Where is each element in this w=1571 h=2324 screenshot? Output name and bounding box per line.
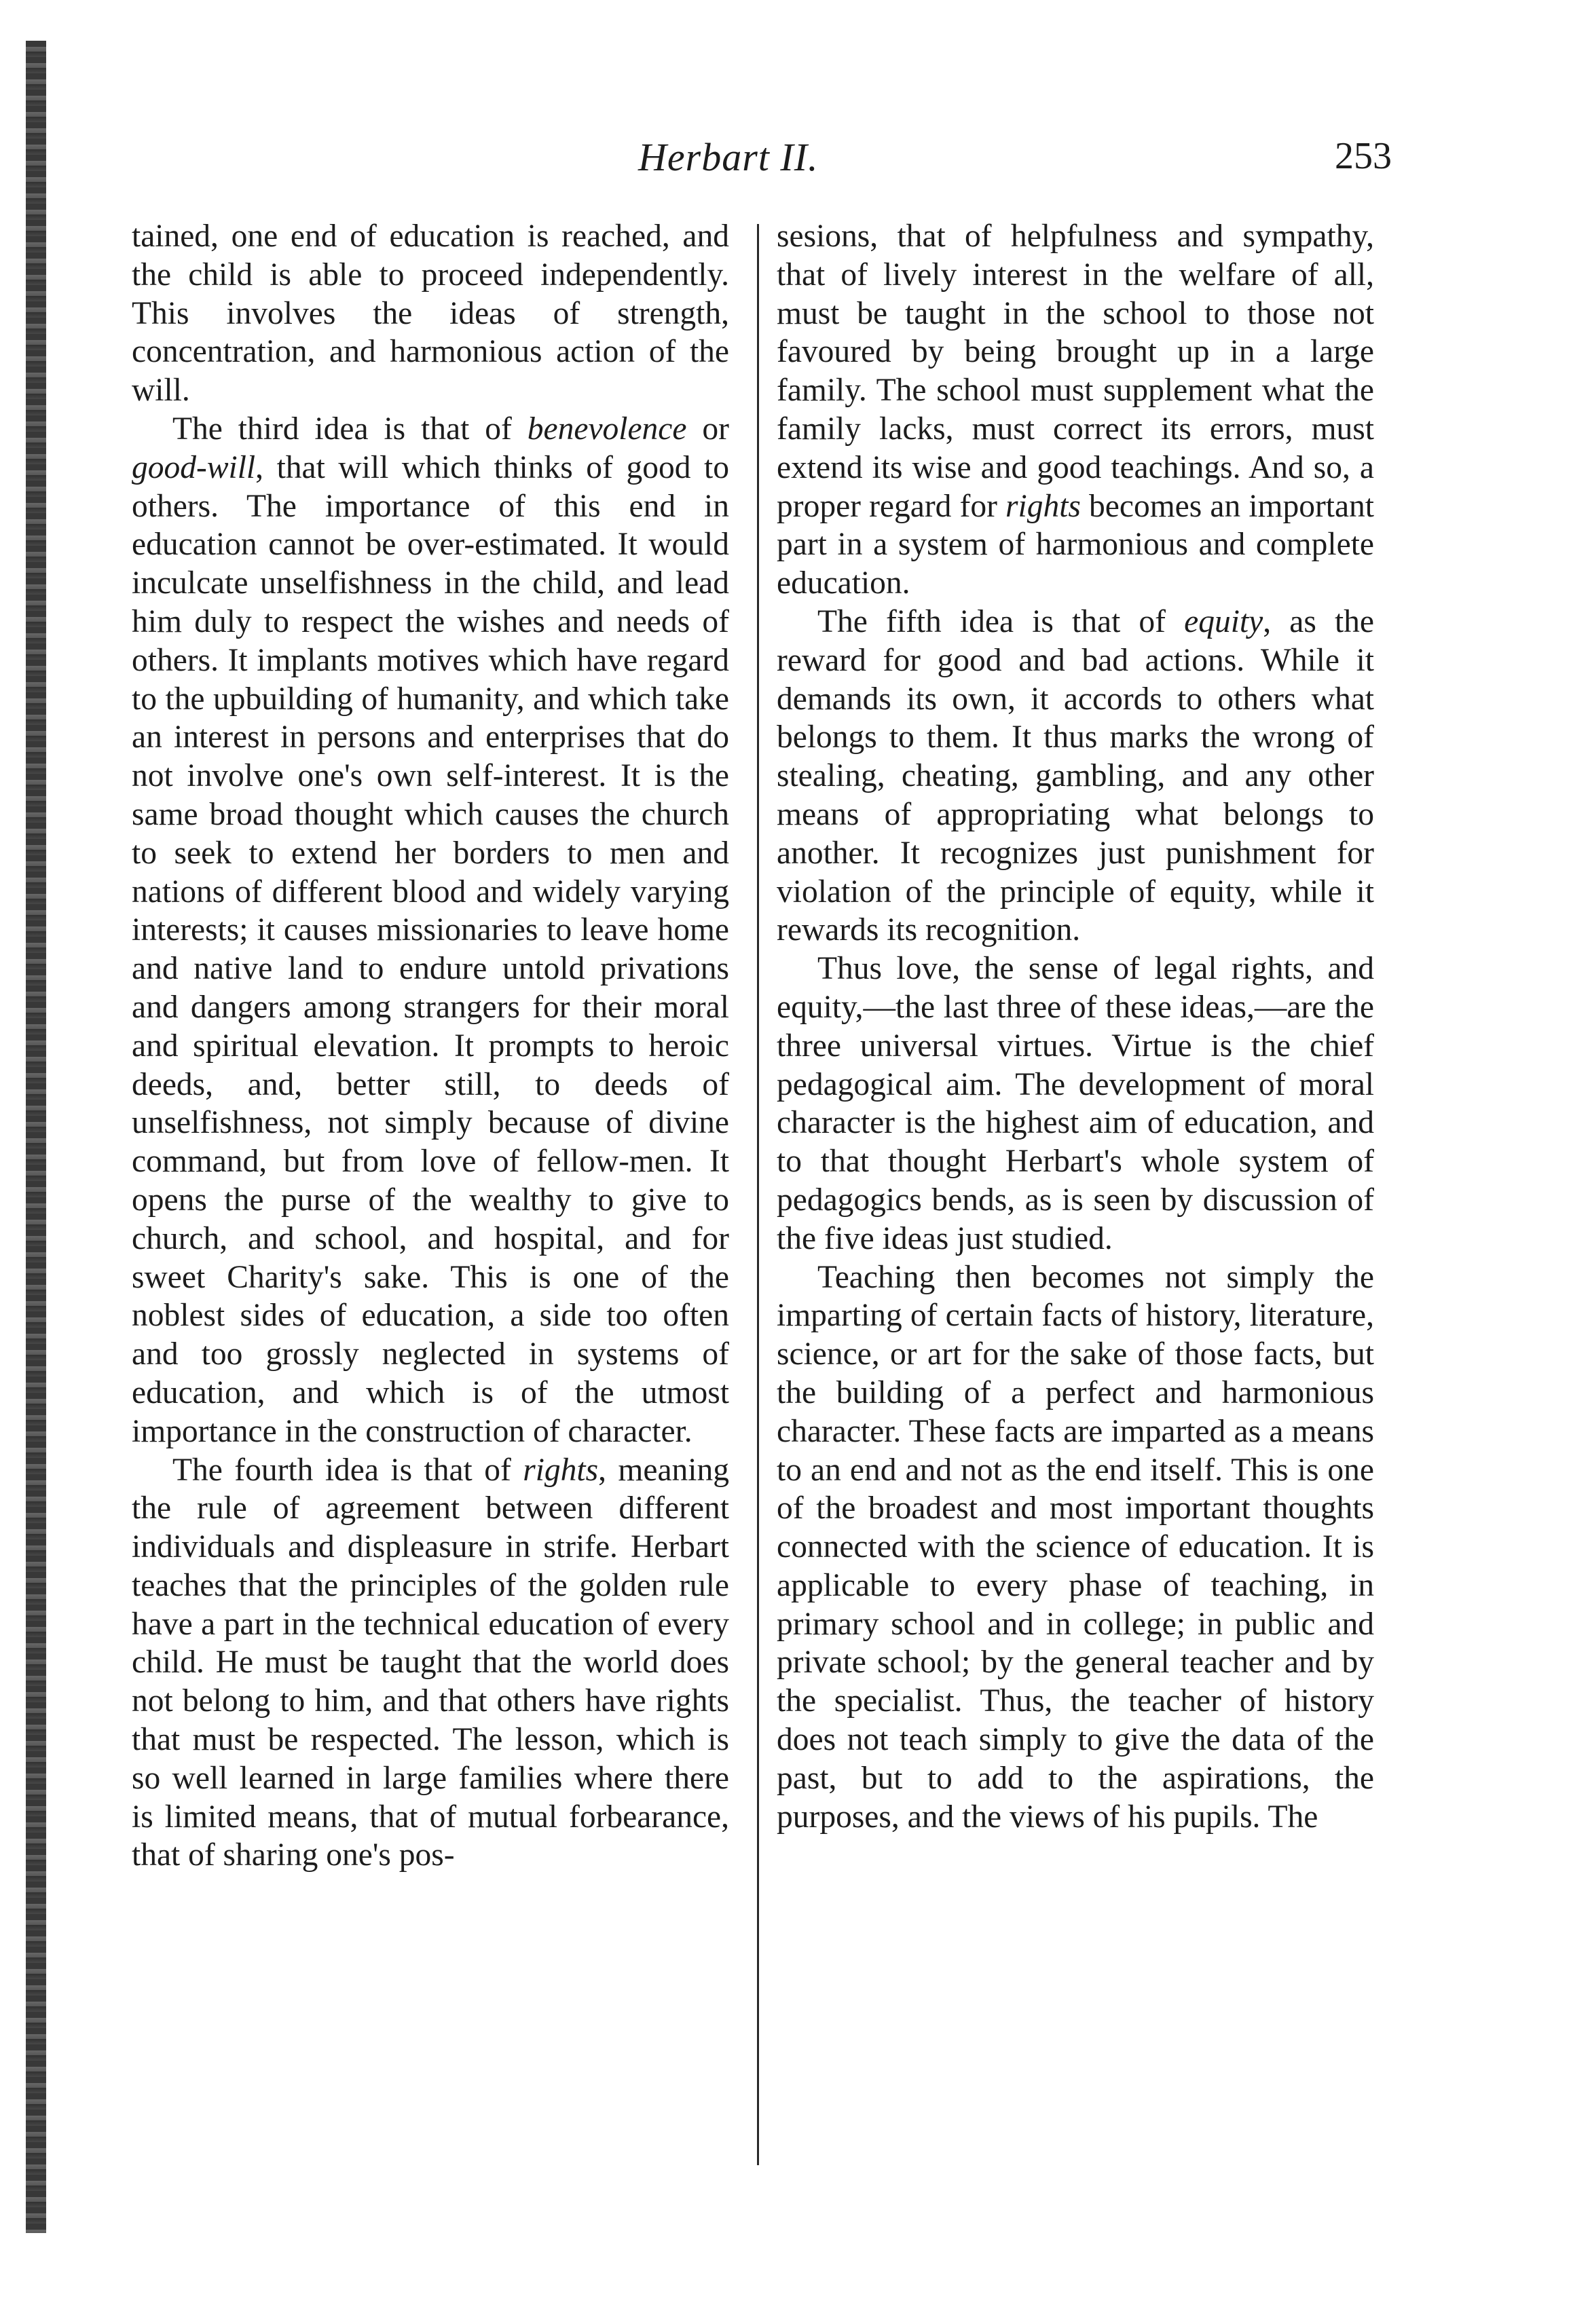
italic-term: equity — [1184, 603, 1263, 639]
paragraph — [132, 1451, 729, 1875]
right-text-column — [777, 217, 1374, 1836]
running-head-title: Herbart II. — [638, 135, 819, 179]
text-run: The third idea is that of — [172, 411, 528, 447]
page-binding-edge — [26, 41, 46, 2233]
text-run: , as the reward for good and bad actions. While it demands its own, it accords to others what belongs to them. It thus marks the wrong of stealing, cheating, gambling, and any other means of appropriating what belongs to another. It recognizes just punishment for violation of the principle of equity, while it rewards its recognition. — [777, 603, 1374, 948]
paragraph — [777, 1258, 1374, 1837]
text-run: , meaning the rule of agreement between different individuals and displeasure in strife. Herbart teaches that the principles of the golden rule have a part in the technical education of every child. He must be taught that the world does not belong to him, and that others have rights that must be respected. The lesson, which is so well learned in large families where there is limited means, that of mutual forbearance, that of sharing one's pos- — [132, 1452, 729, 1873]
text-run: , that will which thinks of good to others. The importance of this end in education cannot be over-estimated. It would inculcate unselfishness in the child, and lead him duly to respect the wishes and needs of others. It implants motives which have regard to the upbuilding of humanity, and which take an interest in persons and enterprises that do not involve one's own self-interest. It is the same broad thought which causes the church to seek to extend her borders to men and nations of different blood and widely varying interests; it causes missionaries to leave home and native land to endure untold privations and dangers among strangers for their moral and spiritual elevation. It prompts to heroic deeds, and, better still, to deeds of unselfishness, not simply because of divine command, but from love of fellow-men. It opens the purse of the wealthy to give to church, and school, and hospital, and for sweet Charity's sake. This is one of the noblest sides of education, a side too often and too grossly neglected in systems of education, and which is of the utmost importance in the construction of character. — [132, 449, 729, 1449]
text-run: The fifth idea is that of — [817, 603, 1185, 639]
italic-term: rights — [523, 1452, 599, 1488]
left-text-column — [132, 217, 729, 1875]
running-head — [611, 134, 1392, 189]
paragraph — [777, 950, 1374, 1258]
paragraph — [132, 410, 729, 1451]
text-run: or — [686, 411, 729, 447]
text-run: Thus love, the sense of legal rights, and equity,—the last three of these ideas,—are the three universal virtues. Virtue is the chief pedagogical aim. The development of moral character is the highest aim of education, and to that thought Herbart's whole system of pedagogics bends, as is seen by discussion of the five ideas just studied. — [777, 951, 1374, 1256]
italic-term: rights — [1005, 488, 1081, 524]
text-run: sesions, that of helpfulness and sympathy, that of lively interest in the welfare of all, must be taught in the school to those not favoured by being brought up in a large family. The school must supplement what the family lacks, must correct its errors, must extend its wise and good teachings. And so, a proper regard for — [777, 219, 1374, 524]
paragraph — [777, 603, 1374, 950]
paragraph — [777, 217, 1374, 603]
page-number: 253 — [1335, 135, 1392, 177]
column-divider — [757, 224, 759, 2165]
paragraph — [132, 217, 729, 410]
text-run: The fourth idea is that of — [172, 1452, 523, 1488]
italic-term: benevolence — [527, 411, 687, 447]
text-run: tained, one end of education is reached, and the child is able to proceed independently. This involves the ideas of strength, concentration, and harmonious action of the will. — [132, 219, 729, 409]
italic-term: good-will — [132, 449, 256, 485]
text-run: becomes an important part in a system of harmonious and complete education. — [777, 488, 1375, 601]
text-run: Teaching then becomes not simply the imparting of certain facts of history, literature, science, or art for the sake of those facts, but the building of a perfect and harmonious character. These facts are imparted as a means to an end and not as the end itself. This is one of the broadest and most important thoughts connected with the science of education. It is applicable to every phase of teaching, in primary school and in college; in public and private school; by the general teacher and by the specialist. Thus, the teacher of history does not teach simply to give the data of the past, but to add to the aspirations, the purposes, and the views of his pupils. The — [777, 1259, 1374, 1835]
